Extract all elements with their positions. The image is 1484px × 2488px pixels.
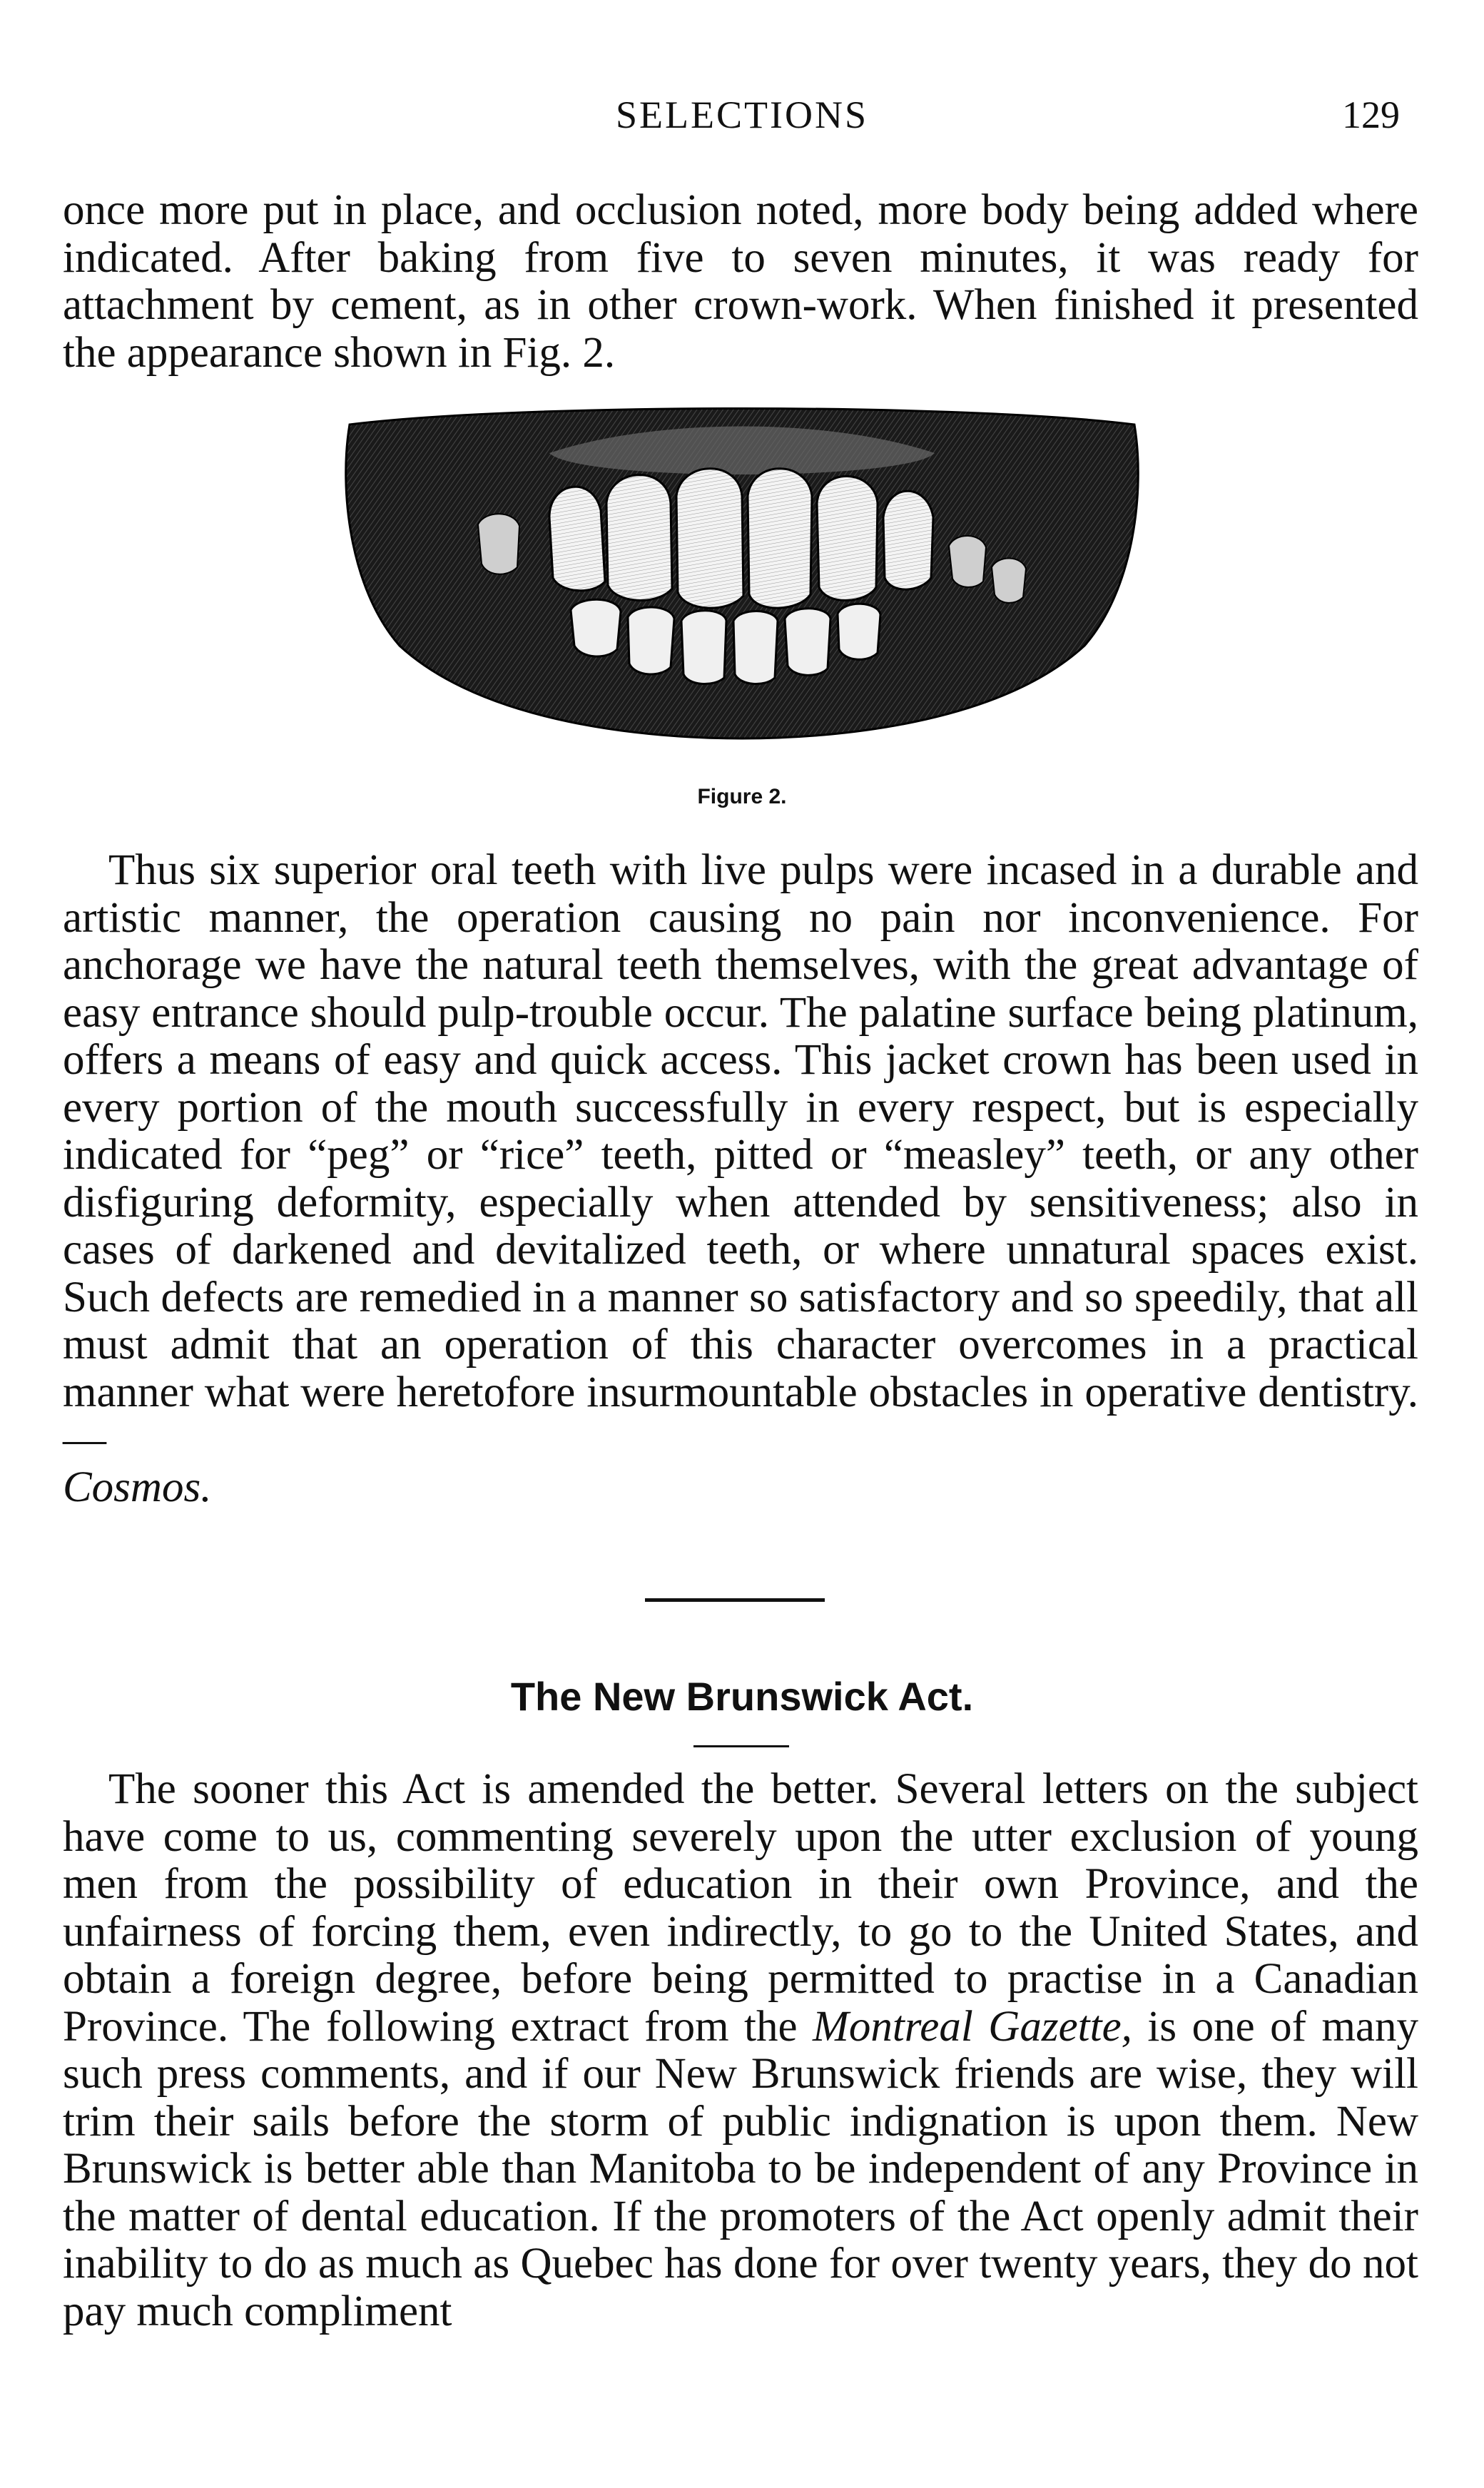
running-title: SELECTIONS [616, 93, 868, 136]
publication-name: Montreal Gazette, [813, 2002, 1132, 2051]
heading-rule [693, 1745, 789, 1747]
paragraph-thus [63, 847, 1418, 1511]
source-citation: Cosmos. [63, 1463, 212, 1511]
section-divider [645, 1598, 825, 1602]
paragraph-continued-text: once more put in place, and occlusion noted, more body being added where indicated. After baking from five to seven minutes, it was ready for attachment by cement, as in other crown-work. When finished it presented the appearance shown in Fig. 2. [63, 186, 1418, 377]
paragraph-sooner-text [63, 1766, 1418, 2335]
page-number: 129 [1342, 93, 1400, 136]
paragraph-sooner [63, 1766, 1418, 2335]
paragraph-thus-body: Thus six superior oral teeth with live pulps were incased in a durable and artistic manner, the operation causing no pain nor inconvenience. For anchorage we have the natural teeth themselves, with the great advantage of easy entrance should pulp-trouble occur. The palatine surface being platinum, offers a means of easy and quick access. This jacket crown has been used in every portion of the mouth successfully in every respect, but is especially indicated for “peg” or “rice” teeth, pitted or “measley” teeth, or any other disfiguring deformity, especially when attended by sensitiveness; also in cases of darkened and devitalized teeth, or where unnatural spaces exist. Such defects are remedied in a manner so satisfactory and so speedily, that all must admit that an operation of this character overcomes in a practical manner what were heretofore insurmountable obstacles in operative dentistry.— [63, 846, 1418, 1463]
section-heading: The New Brunswick Act. [510, 1674, 974, 1719]
paragraph-sooner-before: The sooner this Act is amended the better. Several letters on the subject have come to us, commenting severely upon the utter exclusion of young men from the possibility of education in their own Province, and the unfairness of forcing them, even indirectly, to go to the United States, and obtain a foreign degree, before being permitted to practise in a Canadian Province. The following extract from the [63, 1765, 1418, 2051]
teeth-engraving [335, 403, 1149, 746]
figure-caption: Figure 2. [697, 785, 787, 808]
paragraph-continued [63, 187, 1418, 377]
running-head [0, 93, 1484, 150]
paragraph-thus-text [63, 847, 1418, 1511]
figure-teeth-illustration [335, 403, 1149, 746]
paragraph-sooner-after: is one of many such press comments, and if our New Brunswick friends are wise, they will trim their sails before the storm of public indignation is upon them. New Brunswick is better able than Manitoba to be independent of any Province in the matter of dental education. If the promoters of the Act openly admit their inability to do as much as Quebec has done for over twenty years, they do not pay much compliment [63, 2002, 1418, 2335]
